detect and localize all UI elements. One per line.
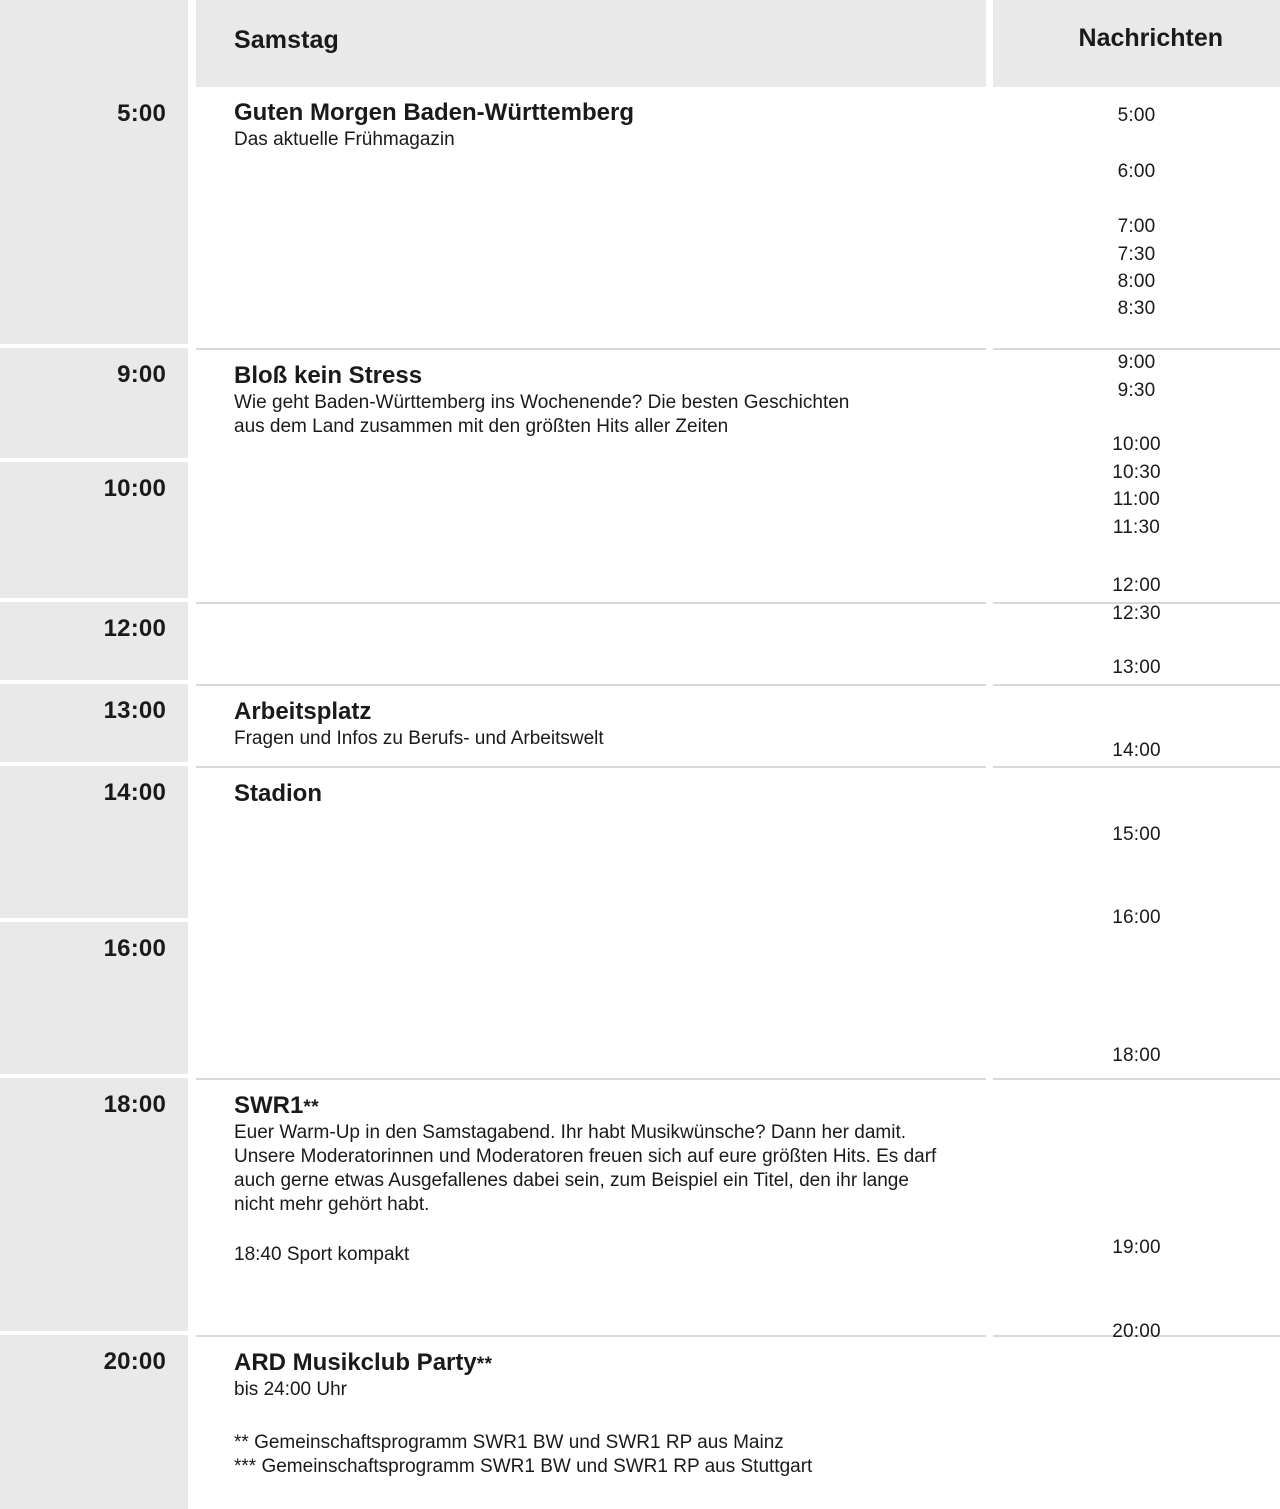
time-label: 12:00 bbox=[103, 615, 166, 642]
news-time: 5:00 bbox=[1117, 105, 1156, 126]
program-entry[interactable] bbox=[196, 766, 986, 1078]
program-entry[interactable] bbox=[196, 684, 986, 766]
news-time: 7:00 bbox=[1117, 216, 1156, 237]
news-time: 10:00 bbox=[1112, 434, 1161, 455]
news-time: 12:00 bbox=[1112, 575, 1161, 596]
table-header-row bbox=[0, 0, 1280, 87]
header-cell-news bbox=[993, 0, 1280, 87]
header-cell-day bbox=[196, 0, 986, 87]
time-block bbox=[0, 922, 188, 1074]
time-block bbox=[0, 462, 188, 598]
program-title: Stadion bbox=[234, 780, 322, 807]
program-footnote-marker: ** bbox=[476, 1354, 493, 1375]
program-title-text: ARD Musikclub Party bbox=[234, 1349, 477, 1376]
header-day-label: Samstag bbox=[234, 26, 339, 54]
time-block bbox=[0, 87, 188, 344]
program-entry[interactable] bbox=[196, 602, 986, 684]
time-block bbox=[0, 766, 188, 918]
news-time: 7:30 bbox=[1117, 244, 1156, 265]
program-title bbox=[234, 1092, 966, 1120]
news-time: 20:00 bbox=[1112, 1321, 1161, 1342]
program-title bbox=[234, 1349, 966, 1377]
program-subtitle: bis 24:00 Uhr bbox=[234, 1378, 348, 1400]
news-time: 8:30 bbox=[1117, 298, 1156, 319]
footnote-double-star: ** Gemeinschaftsprogramm SWR1 BW und SWR1 RP aus Mainz bbox=[234, 1431, 784, 1453]
program-subtitle: Das aktuelle Frühmagazin bbox=[234, 128, 455, 150]
news-time: 12:30 bbox=[1112, 603, 1161, 624]
time-label: 20:00 bbox=[103, 1348, 166, 1375]
news-time: 15:00 bbox=[1112, 824, 1161, 845]
news-time: 19:00 bbox=[1112, 1237, 1161, 1258]
news-time: 9:00 bbox=[1117, 352, 1156, 373]
program-title-text: SWR1 bbox=[234, 1092, 304, 1119]
program-footnote-marker: ** bbox=[303, 1097, 320, 1118]
footnote-triple-star: *** Gemeinschaftsprogramm SWR1 BW und SWR1 RP aus Stuttgart bbox=[234, 1455, 813, 1477]
program-entry[interactable] bbox=[196, 348, 986, 602]
program-entry[interactable] bbox=[196, 87, 986, 348]
time-label: 16:00 bbox=[103, 935, 166, 962]
program-subtitle: Fragen und Infos zu Berufs- und Arbeitswelt bbox=[234, 727, 604, 749]
program-note: 18:40 Sport kompakt bbox=[234, 1244, 410, 1266]
time-label: 9:00 bbox=[117, 361, 166, 388]
time-label: 18:00 bbox=[103, 1091, 166, 1118]
news-column bbox=[993, 87, 1280, 1509]
news-time: 8:00 bbox=[1117, 271, 1156, 292]
time-block bbox=[0, 602, 188, 680]
table-body bbox=[0, 87, 1280, 1509]
news-time: 11:00 bbox=[1112, 489, 1161, 510]
time-block bbox=[0, 348, 188, 458]
program-entry[interactable] bbox=[196, 1078, 986, 1335]
time-label: 14:00 bbox=[103, 779, 166, 806]
program-title: Guten Morgen Baden-Württemberg bbox=[234, 99, 634, 126]
time-block bbox=[0, 1335, 188, 1509]
news-time: 14:00 bbox=[1112, 740, 1161, 761]
news-time: 9:30 bbox=[1117, 380, 1156, 401]
program-subtitle: Euer Warm-Up in den Samstagabend. Ihr habt Musikwünsche? Dann her damit. Unsere Moderatorinnen und Moderatoren freuen sich auf eure größten Hits. Es darf auch gerne etwas Ausgefallenes dabei sein, zum Beispiel ein Titel, den ihr lange nicht mehr gehört habt. bbox=[234, 1121, 937, 1215]
program-title: Bloß kein Stress bbox=[234, 362, 423, 389]
program-column bbox=[196, 87, 986, 1509]
time-label: 5:00 bbox=[117, 100, 166, 127]
news-time: 6:00 bbox=[1117, 161, 1156, 182]
news-time: 10:30 bbox=[1112, 462, 1161, 483]
news-time: 13:00 bbox=[1112, 657, 1161, 678]
news-time: 18:00 bbox=[1112, 1045, 1161, 1066]
program-entry[interactable] bbox=[196, 1335, 986, 1509]
program-subtitle: Wie geht Baden-Württemberg ins Wochenende? Die besten Geschichten aus dem Land zusammen mit den größten Hits aller Zeiten bbox=[234, 391, 850, 437]
news-time: 16:00 bbox=[1112, 907, 1161, 928]
time-column bbox=[0, 87, 188, 1509]
header-news-label: Nachrichten bbox=[1078, 24, 1223, 52]
time-label: 13:00 bbox=[103, 697, 166, 724]
header-cell-time bbox=[0, 0, 188, 87]
program-title: Arbeitsplatz bbox=[234, 698, 372, 725]
news-time: 11:30 bbox=[1112, 517, 1161, 538]
time-label: 10:00 bbox=[103, 475, 166, 502]
time-block bbox=[0, 684, 188, 762]
time-block bbox=[0, 1078, 188, 1331]
